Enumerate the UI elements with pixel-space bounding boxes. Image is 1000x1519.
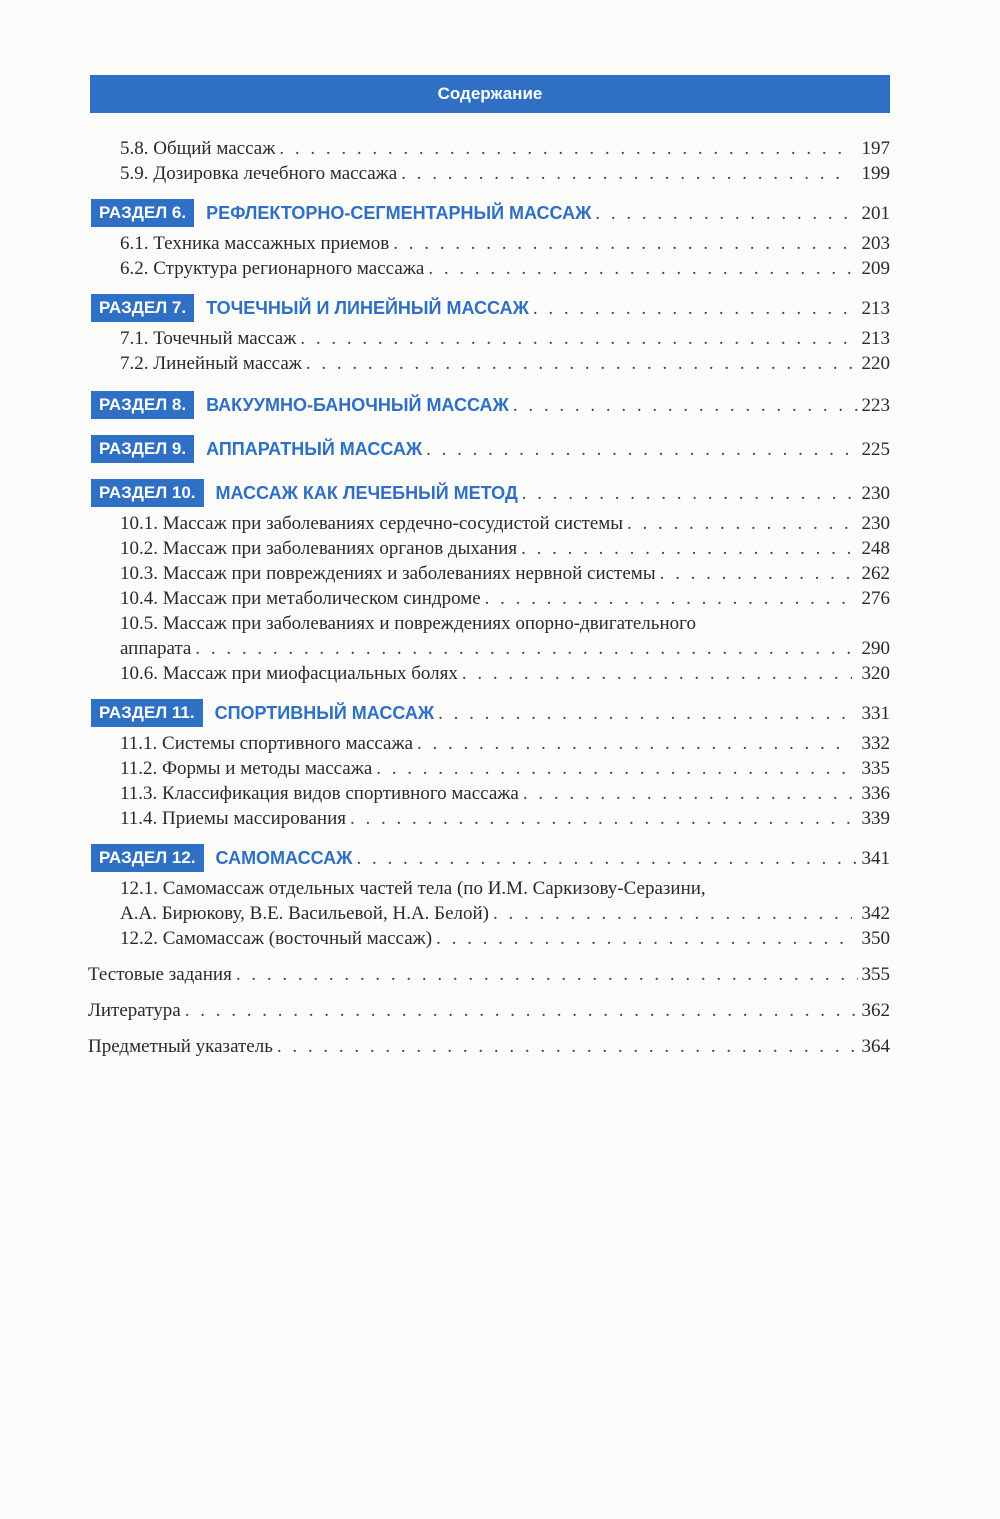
toc-item-page: 230 <box>861 513 890 534</box>
toc-item-page: 209 <box>861 258 890 279</box>
toc-item-page: 342 <box>861 903 890 924</box>
dot-leader <box>627 511 852 536</box>
dot-leader <box>485 586 852 611</box>
toc-item-title: 11.3. Классификация видов спортивного массажа <box>120 783 519 804</box>
toc-item-title: 6.1. Техника массажных приемов <box>120 233 390 254</box>
toc-item-title: 12.1. Самомассаж отдельных частей тела (по И.М. Саркизову-Серазини, <box>120 878 706 899</box>
toc-item-title: 5.8. Общий массаж <box>120 138 276 159</box>
back-matter-page: 364 <box>861 1036 890 1057</box>
section-badge: РАЗДЕЛ 8. <box>91 391 194 419</box>
toc-item-title: 5.9. Дозировка лечебного массажа <box>120 163 398 184</box>
toc-item-title: 12.2. Самомассаж (восточный массаж) <box>120 928 433 949</box>
toc-item[interactable] <box>88 781 890 806</box>
back-matter-title: Тестовые задания <box>88 964 232 985</box>
toc-item-title-cont: аппарата <box>120 638 192 659</box>
dot-leader <box>300 326 852 351</box>
toc-item-title: 10.2. Массаж при заболеваниях органов дыхания <box>120 538 518 559</box>
toc-item-title: 11.1. Системы спортивного массажа <box>120 733 414 754</box>
dot-leader <box>523 781 852 806</box>
section-badge: РАЗДЕЛ 12. <box>91 844 204 872</box>
header-title: Содержание <box>437 84 543 103</box>
dot-leader <box>660 561 852 586</box>
toc-item-page: 199 <box>861 163 890 184</box>
section-badge: РАЗДЕЛ 9. <box>91 435 194 463</box>
section-badge: РАЗДЕЛ 7. <box>91 294 194 322</box>
toc-item[interactable] <box>88 511 890 536</box>
toc-item-page: 276 <box>861 588 890 609</box>
section-title: АППАРАТНЫЙ МАССАЖ <box>206 438 423 459</box>
dot-leader <box>521 536 852 561</box>
toc-item[interactable] <box>88 256 890 281</box>
section-page: 213 <box>861 297 890 319</box>
toc-item-first-line[interactable] <box>88 611 890 636</box>
toc-item-title: 11.4. Приемы массирования <box>120 808 346 829</box>
toc-item-page: 290 <box>861 638 890 659</box>
toc-item-continuation[interactable] <box>88 901 890 926</box>
section-12-heading[interactable] <box>88 843 890 873</box>
toc-item-title: 10.6. Массаж при миофасциальных болях <box>120 663 458 684</box>
dot-leader <box>350 806 852 831</box>
toc-item-page: 320 <box>861 663 890 684</box>
section-page: 201 <box>861 202 890 224</box>
toc-item-title: 10.5. Массаж при заболеваниях и повреждениях опорно-двигательного <box>120 613 696 634</box>
toc-item-page: 220 <box>861 353 890 374</box>
back-matter-item[interactable] <box>88 962 890 987</box>
back-matter-page: 362 <box>861 1000 890 1021</box>
toc-item-title: 10.1. Массаж при заболеваниях сердечно-сосудистой системы <box>120 513 624 534</box>
toc-item[interactable] <box>88 326 890 351</box>
toc-item-page: 332 <box>861 733 890 754</box>
section-title: ТОЧЕЧНЫЙ И ЛИНЕЙНЫЙ МАССАЖ <box>206 297 529 318</box>
dot-leader <box>522 481 858 506</box>
section-page: 223 <box>861 394 890 416</box>
dot-leader <box>438 701 857 726</box>
dot-leader <box>493 901 852 926</box>
dot-leader <box>306 351 852 376</box>
toc-item-page: 213 <box>861 328 890 349</box>
section-page: 341 <box>861 847 890 869</box>
toc-item-title: 10.4. Массаж при метаболическом синдроме <box>120 588 481 609</box>
toc-item[interactable] <box>88 136 890 161</box>
section-title: СПОРТИВНЫЙ МАССАЖ <box>214 702 435 723</box>
toc-item-page: 248 <box>861 538 890 559</box>
toc-item-page: 339 <box>861 808 890 829</box>
toc-item[interactable] <box>88 756 890 781</box>
section-title: РЕФЛЕКТОРНО-СЕГМЕНТАРНЫЙ МАССАЖ <box>206 202 592 223</box>
toc-item-first-line[interactable] <box>88 876 890 901</box>
dot-leader <box>417 731 852 756</box>
toc-item[interactable] <box>88 661 890 686</box>
section-6-heading[interactable] <box>88 198 890 228</box>
section-badge: РАЗДЕЛ 6. <box>91 199 194 227</box>
dot-leader <box>595 201 857 226</box>
toc-item[interactable] <box>88 586 890 611</box>
toc-item-title: 7.2. Линейный массаж <box>120 353 302 374</box>
section-title: САМОМАССАЖ <box>215 847 353 868</box>
toc-item[interactable] <box>88 351 890 376</box>
section-badge: РАЗДЕЛ 10. <box>91 479 204 507</box>
toc-item[interactable] <box>88 806 890 831</box>
section-page: 331 <box>861 702 890 724</box>
dot-leader <box>533 296 858 321</box>
dot-leader <box>393 231 852 256</box>
toc-item-title: 11.2. Формы и методы массажа <box>120 758 373 779</box>
toc-item-page: 203 <box>861 233 890 254</box>
dot-leader <box>436 926 852 951</box>
toc-item-page: 336 <box>861 783 890 804</box>
dot-leader <box>195 636 852 661</box>
back-matter-item[interactable] <box>88 998 890 1023</box>
section-9-heading[interactable] <box>88 434 890 464</box>
dot-leader <box>236 962 858 987</box>
toc-item-title: 10.3. Массаж при повреждениях и заболеваниях нервной системы <box>120 563 656 584</box>
dot-leader <box>356 846 857 871</box>
page-header <box>90 75 890 113</box>
toc-item[interactable] <box>88 161 890 186</box>
section-page: 225 <box>861 438 890 460</box>
dot-leader <box>279 136 852 161</box>
toc-item[interactable] <box>88 536 890 561</box>
dot-leader <box>376 756 852 781</box>
table-of-contents <box>88 136 890 1059</box>
dot-leader <box>277 1034 858 1059</box>
toc-item-page: 350 <box>861 928 890 949</box>
dot-leader <box>428 256 852 281</box>
back-matter-title: Предметный указатель <box>88 1036 273 1057</box>
back-matter-page: 355 <box>861 964 890 985</box>
toc-item[interactable] <box>88 731 890 756</box>
dot-leader <box>426 437 857 462</box>
toc-item-title: 7.1. Точечный массаж <box>120 328 297 349</box>
section-10-heading[interactable] <box>88 478 890 508</box>
section-8-heading[interactable] <box>88 390 890 420</box>
toc-item-page: 197 <box>861 138 890 159</box>
section-title: ВАКУУМНО-БАНОЧНЫЙ МАССАЖ <box>206 394 509 415</box>
dot-leader <box>401 161 852 186</box>
back-matter-title: Литература <box>88 1000 181 1021</box>
toc-item-page: 262 <box>861 563 890 584</box>
toc-item-continuation[interactable] <box>88 636 890 661</box>
dot-leader <box>185 998 858 1023</box>
toc-item[interactable] <box>88 231 890 256</box>
dot-leader <box>513 393 858 418</box>
toc-item-title: 6.2. Структура регионарного массажа <box>120 258 425 279</box>
back-matter-item[interactable] <box>88 1034 890 1059</box>
toc-item[interactable] <box>88 561 890 586</box>
dot-leader <box>462 661 852 686</box>
toc-item-title-cont: А.А. Бирюкову, В.Е. Васильевой, Н.А. Белой) <box>120 903 489 924</box>
toc-item-page: 335 <box>861 758 890 779</box>
section-page: 230 <box>861 482 890 504</box>
section-11-heading[interactable] <box>88 698 890 728</box>
section-7-heading[interactable] <box>88 293 890 323</box>
section-badge: РАЗДЕЛ 11. <box>91 699 203 727</box>
toc-item[interactable] <box>88 926 890 951</box>
section-title: МАССАЖ КАК ЛЕЧЕБНЫЙ МЕТОД <box>215 482 518 503</box>
